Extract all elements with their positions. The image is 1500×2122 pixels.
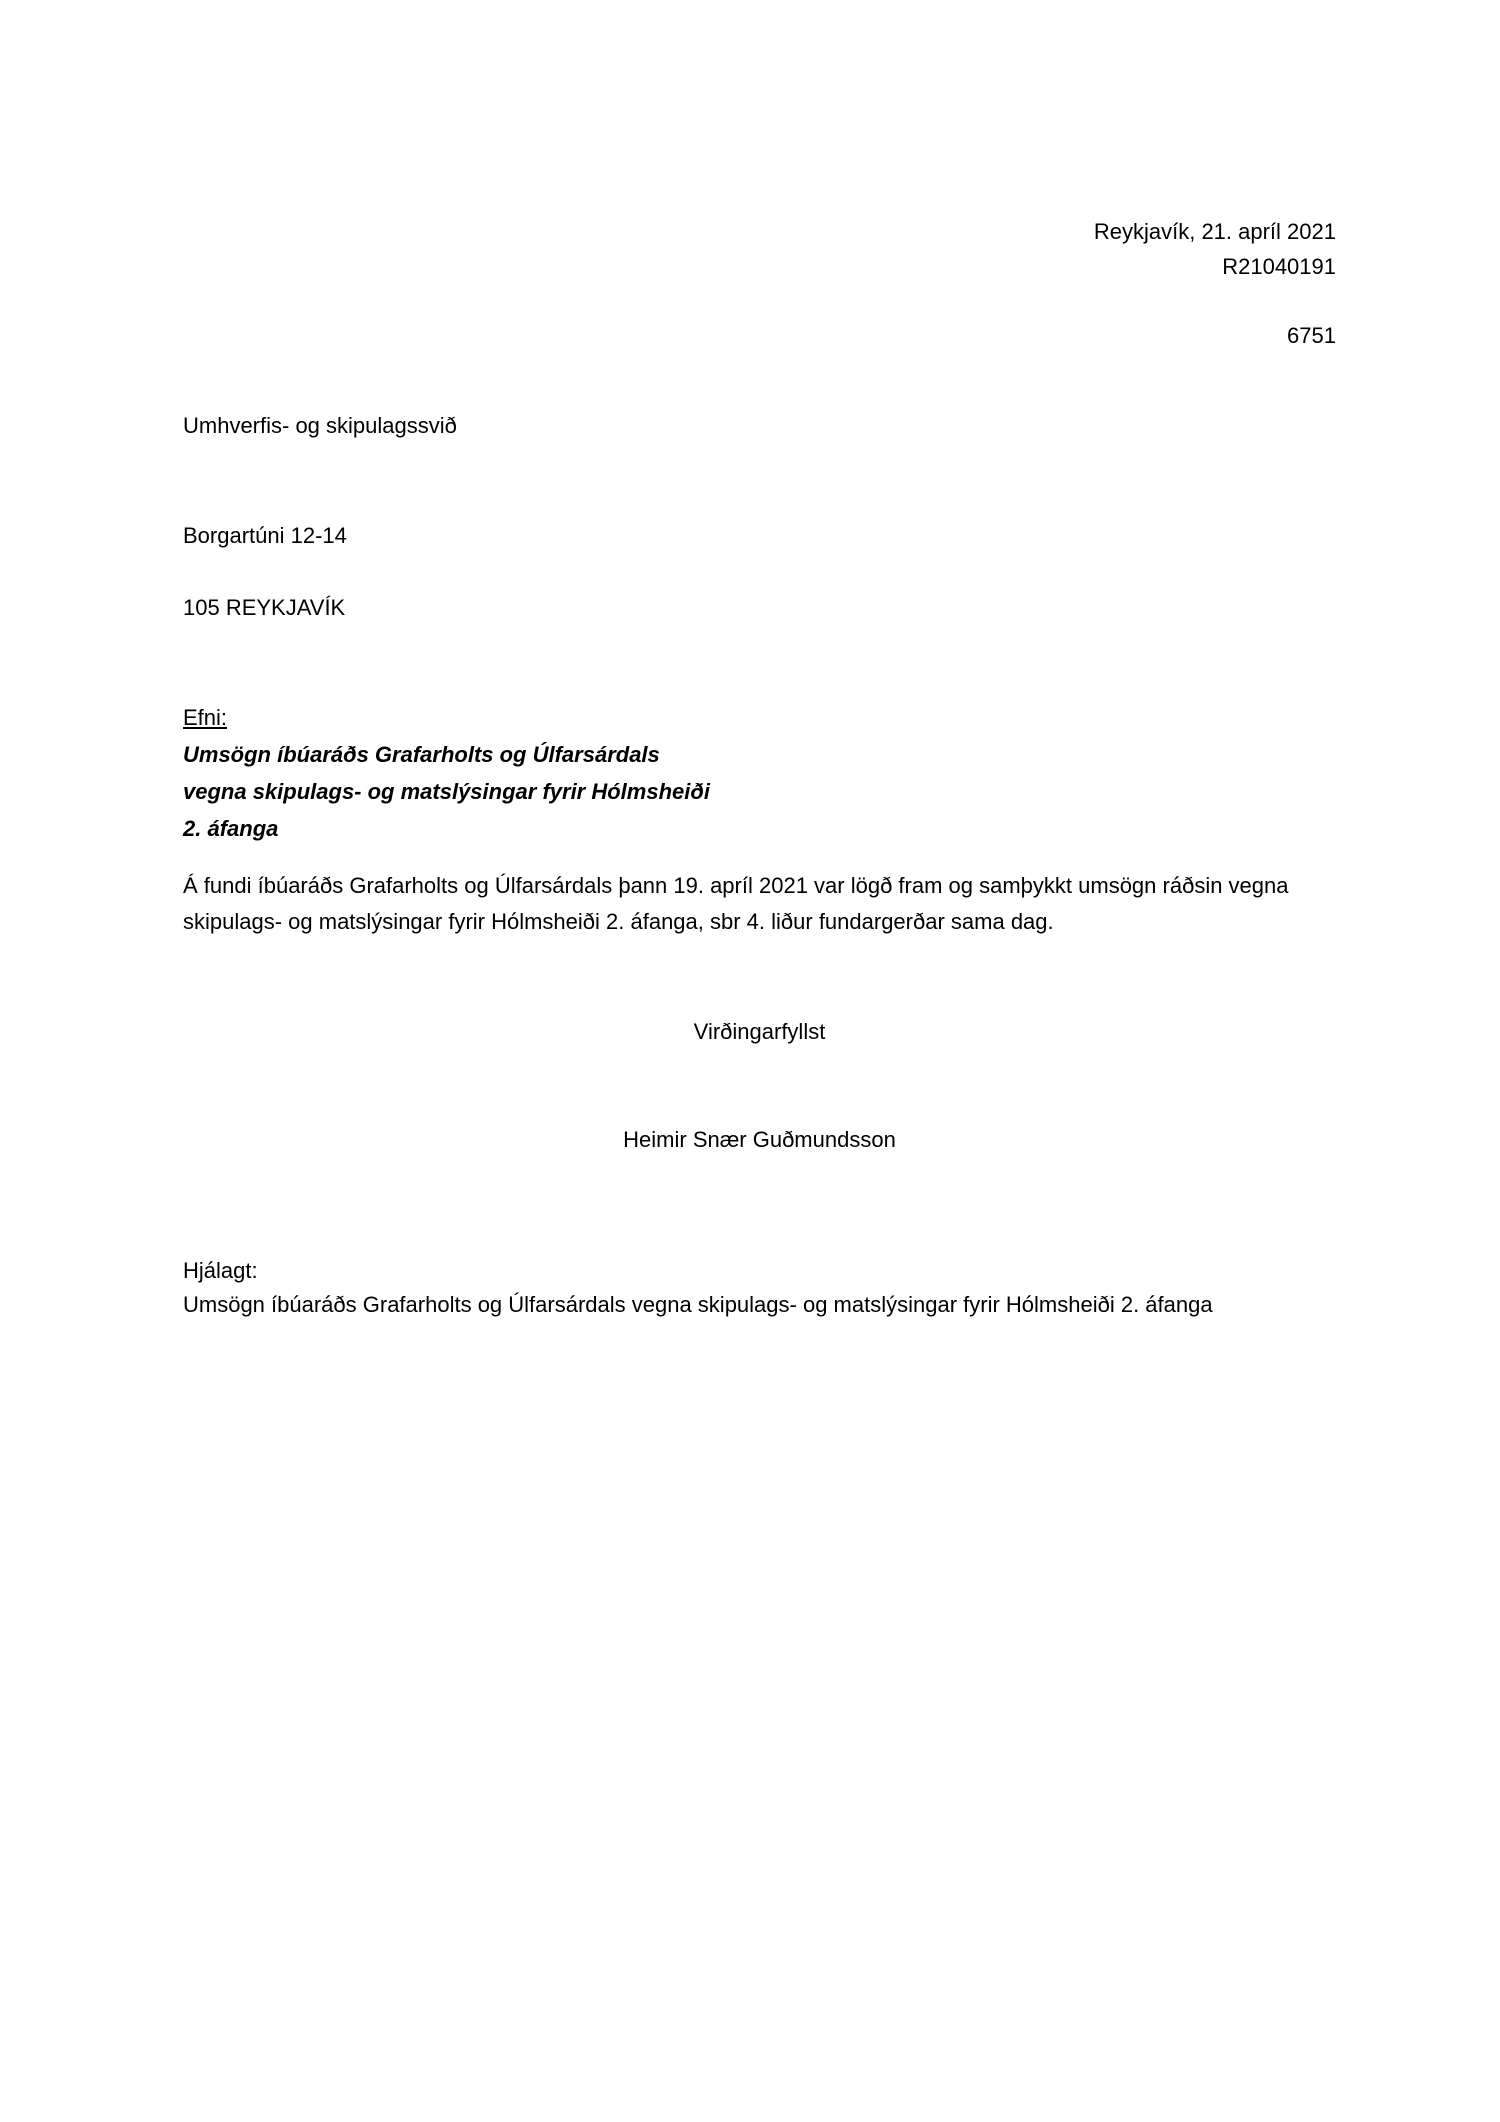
- attachment-section: [183, 1254, 1336, 1322]
- subject-section: [183, 700, 1336, 848]
- place-date: Reykjavík, 21. apríl 2021: [1093, 219, 1336, 244]
- closing-phrase: Virðingarfyllst: [693, 1019, 826, 1044]
- subject-line-1: Umsögn íbúaráðs Grafarholts og Úlfarsárdals: [183, 741, 660, 767]
- document-number: 6751: [1287, 323, 1336, 348]
- body-paragraph: Á fundi íbúaráðs Grafarholts og Úlfarsárdals þann 19. apríl 2021 var lögð fram og samþykkt umsögn ráðsin vegna skipulags- og matslýsingar fyrir Hólmsheiði 2. áfanga, sbr 4. liður fundargerðar sama dag.: [183, 873, 1289, 935]
- letter-header: [183, 214, 1336, 284]
- recipient-department: Umhverfis- og skipulagssvið: [183, 413, 457, 438]
- attachment-text: Umsögn íbúaráðs Grafarholts og Úlfarsárdals vegna skipulags- og matslýsingar fyrir Hólmsheiði 2. áfanga: [183, 1292, 1213, 1318]
- recipient-address: Borgartúni 12-14: [183, 523, 347, 548]
- attachment-label: Hjálagt:: [183, 1258, 258, 1283]
- signature-name: Heimir Snær Guðmundsson: [623, 1127, 896, 1152]
- subject-line-2: vegna skipulags- og matslýsingar fyrir Hólmsheiði: [183, 778, 710, 804]
- subject-line-3: 2. áfanga: [183, 815, 279, 841]
- subject-label: Efni:: [183, 705, 228, 730]
- recipient-city: 105 REYKJAVÍK: [183, 595, 346, 620]
- reference-number: R21040191: [1222, 254, 1336, 280]
